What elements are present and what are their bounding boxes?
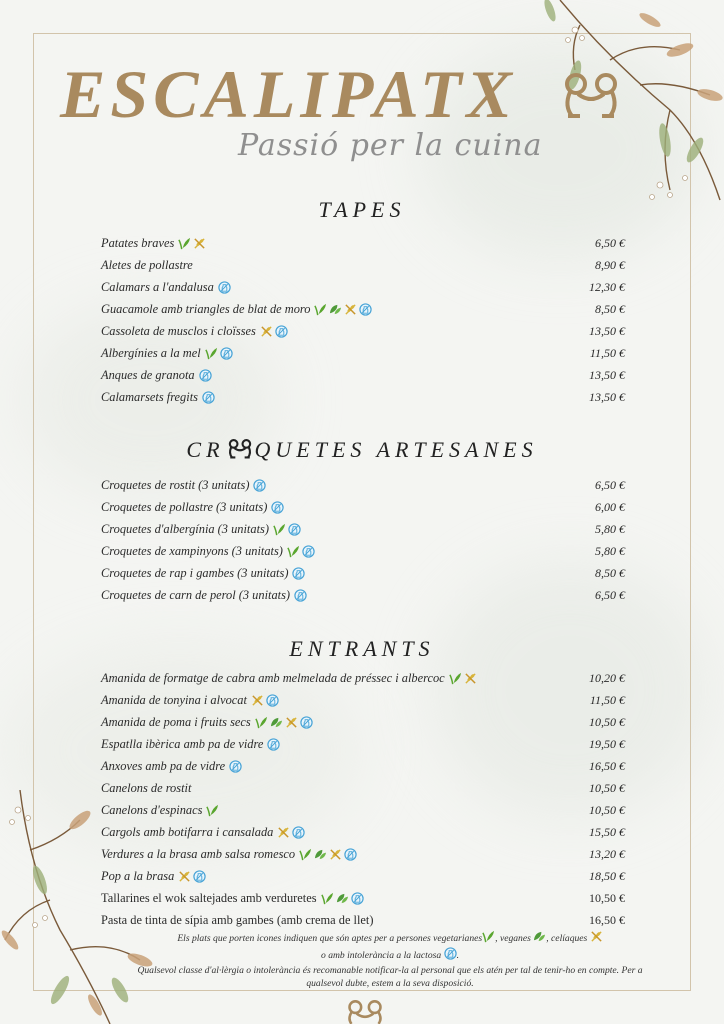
menu-item [101, 843, 625, 865]
dietary-icons [202, 391, 215, 404]
menu-item [101, 386, 625, 408]
menu-item-left [101, 847, 357, 862]
gluten-free-icon [590, 930, 603, 947]
gluten-free-icon [285, 716, 298, 729]
menu-item-left [101, 715, 313, 730]
dietary-icons [218, 281, 231, 294]
menu-item-price: 5,80 € [595, 543, 625, 558]
lactose-free-icon [202, 391, 215, 404]
dietary-icons [294, 589, 307, 602]
frog-logo-icon [560, 70, 622, 122]
menu-item-price: 6,50 € [595, 235, 625, 250]
dietary-icons [321, 892, 364, 905]
menu-item-left [101, 825, 305, 840]
menu-item-name: Tallarines el wok saltejades amb verduretes [101, 890, 317, 905]
menu-item-left [101, 324, 288, 339]
menu-item-left [101, 671, 477, 686]
menu-item-name: Aletes de pollastre [101, 257, 193, 272]
menu-item-price: 5,80 € [595, 521, 625, 536]
dietary-icons [205, 347, 233, 360]
menu-item-price: 13,50 € [589, 367, 625, 382]
menu-item-name: Cargols amb botifarra i cansalada [101, 824, 274, 839]
vegetarian-icon [273, 523, 286, 536]
gluten-free-icon [344, 303, 357, 316]
menu-item-name: Guacamole amb triangles de blat de moro [101, 301, 311, 316]
menu-item-price: 10,50 € [589, 714, 625, 729]
footnote [120, 930, 660, 990]
dietary-icons [273, 523, 301, 536]
footnote-legend-line [120, 947, 660, 964]
menu-item-left [101, 346, 233, 361]
menu-item [101, 733, 625, 755]
dietary-icons [178, 870, 206, 883]
menu-item-price: 10,50 € [589, 890, 625, 905]
vegan-icon [270, 716, 283, 729]
menu-item-left [101, 891, 364, 906]
menu-item [101, 799, 625, 821]
footnote-allergy-notice: Qualsevol classe d'al·lèrgia o intolerància és recomanable notificar-la al personal que els atén per tal de tenir-ho en compte. Per a qualsevol dubte, estem a la seva disposició. [137, 965, 643, 989]
vegan-icon [329, 303, 342, 316]
floral-branch-top-right [520, 0, 724, 220]
menu-item-left [101, 390, 215, 405]
dietary-icons [287, 545, 315, 558]
lactose-free-icon [351, 892, 364, 905]
menu-item-price: 16,50 € [589, 912, 625, 927]
croquetes-title-part-1: CR [186, 437, 225, 462]
menu-item-name: Croquetes d'albergínia (3 unitats) [101, 521, 269, 536]
menu-item-price: 6,00 € [595, 499, 625, 514]
dietary-icons [178, 237, 206, 250]
menu-item-price: 18,50 € [589, 868, 625, 883]
tagline: Passió per la cuina [238, 128, 543, 163]
dietary-icons [277, 826, 305, 839]
menu-item-price: 10,20 € [589, 670, 625, 685]
menu-item-price: 13,50 € [589, 323, 625, 338]
dietary-icons [267, 738, 280, 751]
vegetarian-icon [205, 347, 218, 360]
lactose-free-icon [193, 870, 206, 883]
vegetarian-icon [314, 303, 327, 316]
gluten-free-icon [260, 325, 273, 338]
menu-item [101, 584, 625, 606]
dietary-icons [449, 672, 477, 685]
lactose-free-icon [344, 848, 357, 861]
menu-item [101, 276, 625, 298]
menu-item [101, 667, 625, 689]
vegetarian-icon [287, 545, 300, 558]
vegetarian-icon [482, 930, 495, 947]
tapes-list [101, 232, 625, 408]
dietary-icons [229, 760, 242, 773]
menu-item [101, 689, 625, 711]
dietary-icons [199, 369, 212, 382]
menu-item [101, 298, 625, 320]
menu-item-left [101, 566, 305, 581]
footnote-text: , veganes [495, 933, 531, 944]
menu-item-left [101, 500, 284, 515]
menu-item-name: Anques de granota [101, 367, 195, 382]
lactose-free-icon [288, 523, 301, 536]
menu-item-name: Albergínies a la mel [101, 345, 201, 360]
frog-footer-icon [345, 998, 385, 1024]
section-title-tapes: TAPES [318, 197, 406, 222]
lactose-free-icon [271, 501, 284, 514]
dietary-icons [206, 804, 219, 817]
lactose-free-icon [199, 369, 212, 382]
menu-item-name: Anxoves amb pa de vidre [101, 758, 226, 773]
gluten-free-icon [193, 237, 206, 250]
menu-item-left [101, 522, 301, 537]
dietary-icons [253, 479, 266, 492]
menu-item-price: 8,90 € [595, 257, 625, 272]
menu-item-price: 10,50 € [589, 780, 625, 795]
menu-item [101, 562, 625, 584]
gluten-free-icon [277, 826, 290, 839]
menu-item-name: Amanida de poma i fruits secs [101, 714, 251, 729]
menu-item [101, 496, 625, 518]
menu-item [101, 909, 625, 931]
menu-item [101, 821, 625, 843]
menu-item-name: Amanida de formatge de cabra amb melmelada de préssec i albercoc [101, 670, 445, 685]
lactose-free-icon [266, 694, 279, 707]
menu-item-name: Calamarsets fregits [101, 389, 198, 404]
footnote-text: o amb intolerància a la lactosa [321, 950, 442, 961]
menu-item-name: Calamars a l'andalusa [101, 279, 214, 294]
lactose-free-icon [218, 281, 231, 294]
vegetarian-icon [206, 804, 219, 817]
menu-item-price: 12,30 € [589, 279, 625, 294]
lactose-free-icon [444, 947, 457, 964]
vegan-icon [314, 848, 327, 861]
menu-item-price: 6,50 € [595, 477, 625, 492]
menu-item [101, 518, 625, 540]
lactose-free-icon [275, 325, 288, 338]
vegetarian-icon [321, 892, 334, 905]
dietary-icons [292, 567, 305, 580]
dietary-icons [260, 325, 288, 338]
menu-item-price: 8,50 € [595, 565, 625, 580]
menu-item-name: Canelons de rostit [101, 780, 192, 795]
menu-item [101, 320, 625, 342]
menu-item-name: Croquetes de pollastre (3 unitats) [101, 499, 268, 514]
lactose-free-icon [253, 479, 266, 492]
menu-item-price: 13,50 € [589, 389, 625, 404]
vegan-icon [336, 892, 349, 905]
restaurant-name: ESCALIPATX [60, 56, 517, 132]
lactose-free-icon [294, 589, 307, 602]
menu-item-left [101, 478, 266, 493]
frog-icon [225, 438, 255, 460]
menu-item-left [101, 759, 242, 774]
lactose-free-icon [292, 826, 305, 839]
footnote-legend-line [120, 930, 660, 947]
lactose-free-icon [302, 545, 315, 558]
menu-item [101, 755, 625, 777]
footnote-text: Els plats que porten icones indiquen que són aptes per a persones vegetarianes [177, 933, 483, 944]
menu-item-name: Amanida de tonyina i alvocat [101, 692, 247, 707]
dietary-icons [314, 303, 372, 316]
menu-item [101, 474, 625, 496]
gluten-free-icon [178, 870, 191, 883]
menu-item-name: Croquetes de carn de perol (3 unitats) [101, 587, 291, 602]
section-title-croquetes [0, 437, 724, 463]
lactose-free-icon [220, 347, 233, 360]
menu-item-left [101, 544, 315, 559]
menu-item [101, 865, 625, 887]
menu-item-left [101, 803, 219, 818]
menu-item-name: Pasta de tinta de sípia amb gambes (amb crema de llet) [101, 912, 374, 927]
menu-item-price: 15,50 € [589, 824, 625, 839]
menu-item-left [101, 302, 372, 317]
menu-item [101, 777, 625, 799]
menu-item-left [101, 236, 206, 251]
menu-item-left [101, 869, 206, 884]
menu-item-name: Croquetes de rostit (3 unitats) [101, 477, 250, 492]
lactose-free-icon [359, 303, 372, 316]
menu-item [101, 887, 625, 909]
gluten-free-icon [329, 848, 342, 861]
menu-item-price: 19,50 € [589, 736, 625, 751]
menu-item-name: Pop a la brasa [101, 868, 175, 883]
vegetarian-icon [299, 848, 312, 861]
croquetes-title-part-2: QUETES ARTESANES [254, 437, 538, 462]
dietary-icons [255, 716, 313, 729]
lactose-free-icon [300, 716, 313, 729]
dietary-icons [299, 848, 357, 861]
menu-item-name: Croquetes de rap i gambes (3 unitats) [101, 565, 289, 580]
menu-item-price: 8,50 € [595, 301, 625, 316]
menu-item-price: 6,50 € [595, 587, 625, 602]
vegan-icon [533, 930, 546, 947]
menu-item-left [101, 693, 279, 708]
entrants-list [101, 667, 625, 931]
gluten-free-icon [464, 672, 477, 685]
vegetarian-icon [449, 672, 462, 685]
menu-item-name: Canelons d'espinacs [101, 802, 203, 817]
menu-item-left [101, 258, 193, 273]
menu-item-price: 11,50 € [589, 345, 625, 360]
dietary-icons [271, 501, 284, 514]
lactose-free-icon [292, 567, 305, 580]
menu-item [101, 540, 625, 562]
menu-item-price: 13,20 € [589, 846, 625, 861]
lactose-free-icon [267, 738, 280, 751]
menu-item-name: Espatlla ibèrica amb pa de vidre [101, 736, 264, 751]
menu-item [101, 342, 625, 364]
menu-item-price: 11,50 € [589, 692, 625, 707]
menu-item-name: Croquetes de xampinyons (3 unitats) [101, 543, 283, 558]
menu-item-price: 10,50 € [589, 802, 625, 817]
menu-item [101, 232, 625, 254]
menu-item-name: Patates braves [101, 235, 175, 250]
footnote-text: . [456, 950, 459, 961]
dietary-icons [251, 694, 279, 707]
menu-item-left [101, 913, 374, 928]
menu-item-left [101, 280, 231, 295]
vegetarian-icon [178, 237, 191, 250]
vegetarian-icon [255, 716, 268, 729]
menu-item-left [101, 737, 280, 752]
menu-item-left [101, 588, 307, 603]
menu-item [101, 711, 625, 733]
menu-item-price: 16,50 € [589, 758, 625, 773]
lactose-free-icon [229, 760, 242, 773]
menu-item-name: Cassoleta de musclos i cloïsses [101, 323, 256, 338]
gluten-free-icon [251, 694, 264, 707]
menu-item-name: Verdures a la brasa amb salsa romesco [101, 846, 296, 861]
menu-item [101, 254, 625, 276]
section-title-entrants: ENTRANTS [289, 636, 435, 661]
menu-item-left [101, 781, 191, 796]
croquetes-list [101, 474, 625, 606]
menu-item-left [101, 368, 212, 383]
menu-item [101, 364, 625, 386]
footnote-text: , celíaques [546, 933, 588, 944]
